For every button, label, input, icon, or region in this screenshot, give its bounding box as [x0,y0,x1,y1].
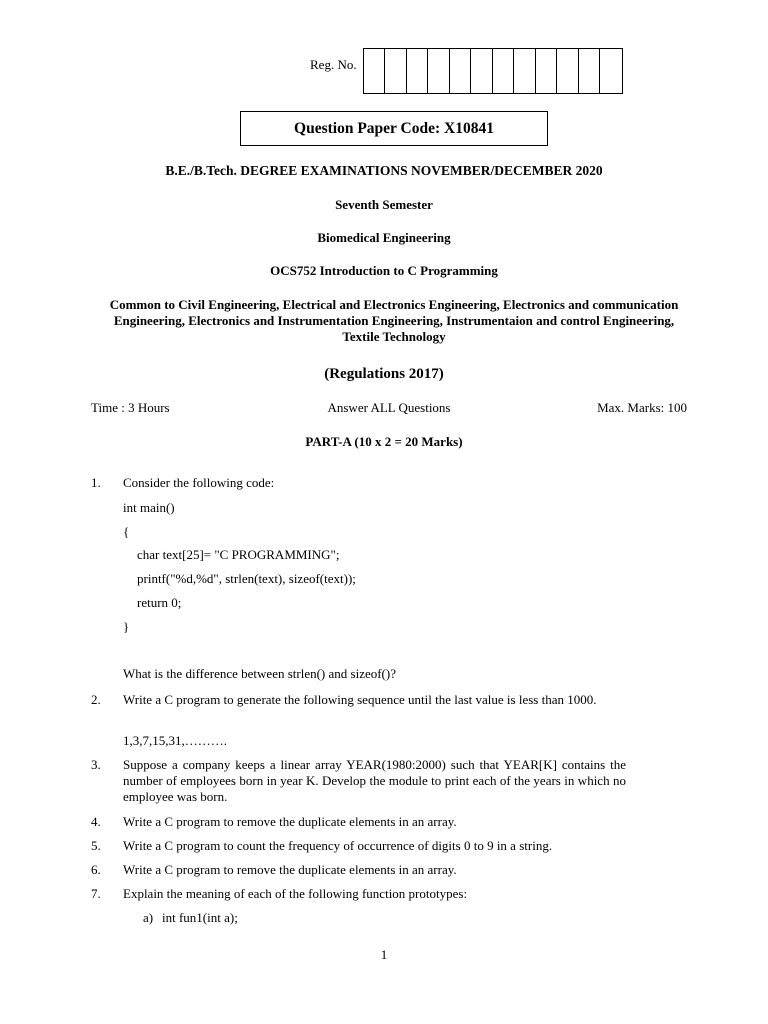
code-line: int main() [123,500,175,515]
question-text: Write a C program to count the frequency of occurrence of digits 0 to 9 in a string. [123,838,553,853]
question-text: Suppose a company keeps a linear array YEAR(1980:2000) such that YEAR[K] contains the number of employees born in year K. Develop the module to print each of the years in which no employee was born. [123,757,626,804]
reg-no-digit-box [536,49,558,93]
part-a-heading: PART-A (10 x 2 = 20 Marks) [305,434,463,449]
code-line: { [123,524,130,539]
reg-no-digit-box [579,49,601,93]
question-number: 1. [91,475,101,490]
question-7 [91,886,631,930]
semester: Seventh Semester [335,197,433,212]
question-number: 2. [91,692,101,707]
max-marks: Max. Marks: 100 [597,400,687,415]
question-3 [91,757,631,809]
reg-no-digit-box [471,49,493,93]
reg-no-digit-box [600,49,622,93]
question-5 [91,838,631,856]
question-6 [91,862,631,880]
exam-duration: Time : 3 Hours [91,400,170,415]
question-number: 7. [91,886,101,901]
reg-no-digit-box [514,49,536,93]
code-line: printf("%d,%d", strlen(text), sizeof(text)); [137,571,356,586]
sub-question-text: int fun1(int a); [162,910,238,925]
course-title: OCS752 Introduction to C Programming [270,263,498,278]
code-line: char text[25]= "C PROGRAMMING"; [137,547,340,562]
question-text: Write a C program to remove the duplicate elements in an array. [123,862,457,877]
reg-no-digit-box [557,49,579,93]
question-text: Write a C program to generate the following sequence until the last value is less than 1000. [123,692,597,707]
reg-no-boxes [363,48,623,94]
reg-no-digit-box [407,49,429,93]
code-line: } [123,619,130,634]
question-2 [91,692,631,752]
question-paper-code: Question Paper Code: X10841 [240,111,548,146]
question-number: 4. [91,814,101,829]
reg-no-digit-box [364,49,386,93]
question-number: 5. [91,838,101,853]
exam-meta-row [91,400,687,418]
question-4 [91,814,631,832]
reg-no-block [310,48,623,94]
sequence-text: 1,3,7,15,31,………. [123,733,227,748]
reg-no-digit-box [428,49,450,93]
question-text: Explain the meaning of each of the following function prototypes: [123,886,468,901]
question-number: 6. [91,862,101,877]
page-number: 1 [380,947,388,962]
common-to-branches: Common to Civil Engineering, Electrical and Electronics Engineering, Electronics and communication Engineering, Electronics and Instrumentation Engineering, Instrumentaion and control Engineering, Textile Technology [109,297,679,344]
question-number: 3. [91,757,101,772]
question-1 [91,475,631,695]
reg-no-digit-box [385,49,407,93]
regulations: (Regulations 2017) [324,366,444,382]
reg-no-digit-box [493,49,515,93]
question-text: What is the difference between strlen() and sizeof()? [123,666,396,681]
exam-title: B.E./B.Tech. DEGREE EXAMINATIONS NOVEMBER/DECEMBER 2020 [165,163,603,178]
reg-no-label: Reg. No. [310,57,357,72]
code-line: return 0; [137,595,182,610]
reg-no-digit-box [450,49,472,93]
department: Biomedical Engineering [317,230,451,245]
exam-instruction: Answer ALL Questions [327,400,451,415]
question-intro: Consider the following code: [123,475,275,490]
question-text: Write a C program to remove the duplicate elements in an array. [123,814,457,829]
sub-question-label: a) [143,910,154,925]
